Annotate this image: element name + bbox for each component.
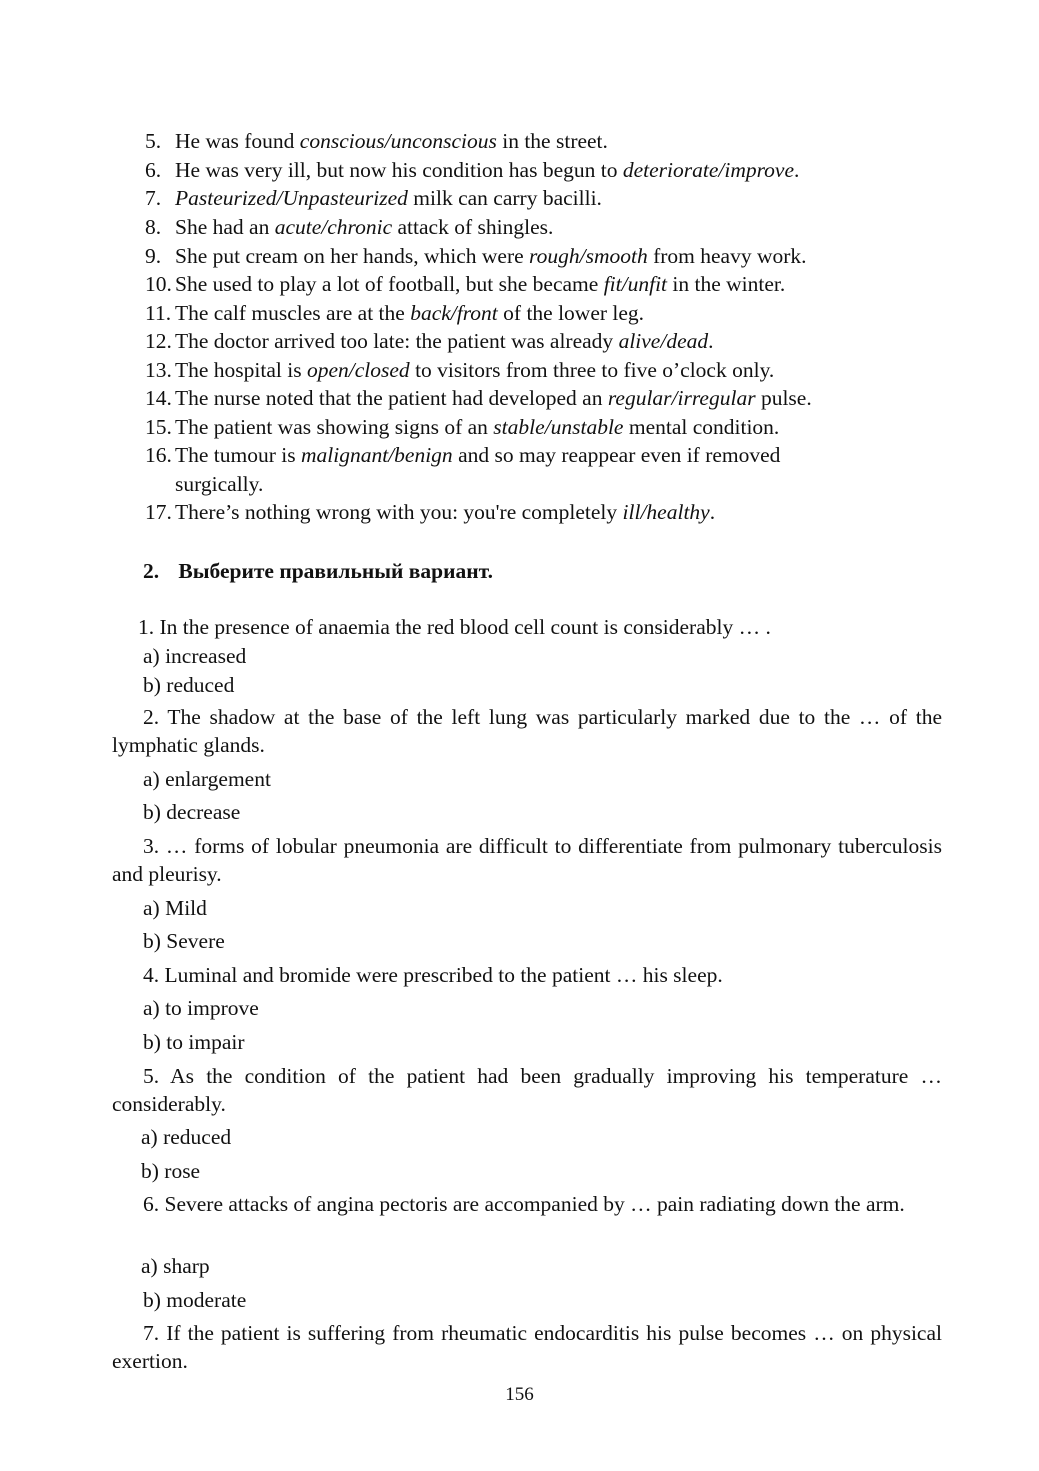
question-6-option-b: b) moderate: [143, 1288, 247, 1312]
question-6-option-a: a) sharp: [141, 1254, 210, 1278]
list-item-choice: regular/irregular: [607, 386, 756, 410]
list-item-number: 8.: [145, 215, 162, 239]
list-item: [145, 184, 602, 212]
list-item-text-end: in the street.: [496, 129, 608, 153]
list-item-choice: stable/unstable: [493, 415, 624, 439]
list-item-choice: Pasteurized/Unpasteurized: [175, 186, 408, 210]
list-item-text: The nurse noted that the patient had developed an: [175, 386, 608, 410]
list-item-text: The doctor arrived too late: the patient was already: [175, 329, 619, 353]
question-2-option-a: a) enlargement: [143, 767, 271, 791]
list-item-choice: ill/healthy: [622, 500, 710, 524]
list-item-text-end: attack of shingles.: [392, 215, 554, 239]
question-5-option-a: a) reduced: [141, 1125, 232, 1149]
list-item-text: The patient was showing signs of an: [175, 415, 494, 439]
list-item-choice: back/front: [410, 301, 498, 325]
list-item-text: The hospital is: [175, 358, 307, 382]
list-item-choice: alive/dead: [618, 329, 709, 353]
question-1-option-a: a) increased: [143, 644, 247, 668]
list-item-number: 9.: [145, 244, 162, 268]
list-item-choice: acute/chronic: [274, 215, 393, 239]
question-4-option-a: a) to improve: [143, 996, 259, 1020]
list-item-number: 13.: [145, 358, 172, 382]
question-2-option-b: b) decrease: [143, 800, 241, 824]
list-item: [145, 270, 785, 298]
list-item-text-end: and so may reappear even if removed: [452, 443, 781, 467]
page-number: 156: [505, 1384, 534, 1405]
list-item-choice: open/closed: [306, 358, 410, 382]
list-item-text: She used to play a lot of football, but she became: [175, 272, 604, 296]
list-item: [145, 384, 812, 412]
section-number: 2.: [143, 559, 160, 583]
list-item: [145, 413, 779, 441]
question-4-option-b: b) to impair: [143, 1030, 245, 1054]
list-item-text-end: .: [708, 329, 714, 353]
list-item: [145, 441, 780, 469]
list-item-choice: rough/smooth: [529, 244, 648, 268]
question-2: 2. The shadow at the base of the left lung was particularly marked due to the … of the lymphatic glands.: [112, 705, 942, 757]
list-item-number: 6.: [145, 158, 162, 182]
list-item: [145, 213, 553, 241]
list-item-text-end: milk can carry bacilli.: [407, 186, 602, 210]
list-item-number: 11.: [145, 301, 172, 325]
list-item-text: She had an: [175, 215, 275, 239]
list-item: [145, 356, 774, 384]
list-item: [145, 498, 715, 526]
list-item-number: 12.: [145, 329, 172, 353]
section-2-heading: [143, 557, 493, 585]
list-item-text: surgically.: [175, 472, 264, 496]
list-item-text: He was found: [175, 129, 300, 153]
list-item-number: 10.: [145, 272, 172, 296]
list-item-text-end: pulse.: [755, 386, 812, 410]
question-3-option-b: b) Severe: [143, 929, 225, 953]
list-item-text: She put cream on her hands, which were: [175, 244, 530, 268]
list-item-number: 15.: [145, 415, 172, 439]
list-item-choice: malignant/benign: [301, 443, 453, 467]
list-item-text-end: mental condition.: [623, 415, 780, 439]
list-item: [145, 327, 714, 355]
list-item: [145, 470, 263, 498]
list-item: [145, 127, 608, 155]
list-item-number: 7.: [145, 186, 162, 210]
list-item-text: There’s nothing wrong with you: you're completely: [175, 500, 623, 524]
question-5: 5. As the condition of the patient had been gradually improving his temperature … considerably.: [112, 1064, 942, 1116]
section-title: Выберите правильный вариант.: [178, 559, 493, 583]
question-1: 1. In the presence of anaemia the red blood cell count is considerably … .: [138, 615, 771, 639]
list-item-number: 14.: [145, 386, 172, 410]
list-item: [145, 242, 807, 270]
question-7: 7. If the patient is suffering from rheumatic endocarditis his pulse becomes … on physical exertion.: [112, 1321, 942, 1373]
list-item-text-end: .: [794, 158, 800, 182]
list-item-number: 17.: [145, 500, 172, 524]
list-item: [145, 299, 644, 327]
question-1-option-b: b) reduced: [143, 673, 235, 697]
list-item-text-end: to visitors from three to five o’clock only.: [409, 358, 775, 382]
list-item-choice: conscious/unconscious: [299, 129, 497, 153]
list-item: [145, 156, 799, 184]
list-item-text-end: of the lower leg.: [497, 301, 645, 325]
list-item-text-end: in the winter.: [667, 272, 786, 296]
question-4: 4. Luminal and bromide were prescribed to the patient … his sleep.: [143, 963, 723, 987]
list-item-text: The tumour is: [175, 443, 301, 467]
list-item-text-end: from heavy work.: [647, 244, 807, 268]
list-item-number: 16.: [145, 443, 172, 467]
list-item-choice: fit/unfit: [603, 272, 668, 296]
list-item-choice: deteriorate/improve: [622, 158, 795, 182]
list-item-number: 5.: [145, 129, 162, 153]
question-6: 6. Severe attacks of angina pectoris are accompanied by … pain radiating down the arm.: [143, 1192, 905, 1216]
question-3: 3. … forms of lobular pneumonia are difficult to differentiate from pulmonary tuberculosis and pleurisy.: [112, 834, 942, 886]
list-item-text: He was very ill, but now his condition has begun to: [175, 158, 623, 182]
question-5-option-b: b) rose: [141, 1159, 201, 1183]
question-3-option-a: a) Mild: [143, 896, 207, 920]
list-item-text-end: .: [709, 500, 716, 524]
list-item-text: The calf muscles are at the: [175, 301, 411, 325]
